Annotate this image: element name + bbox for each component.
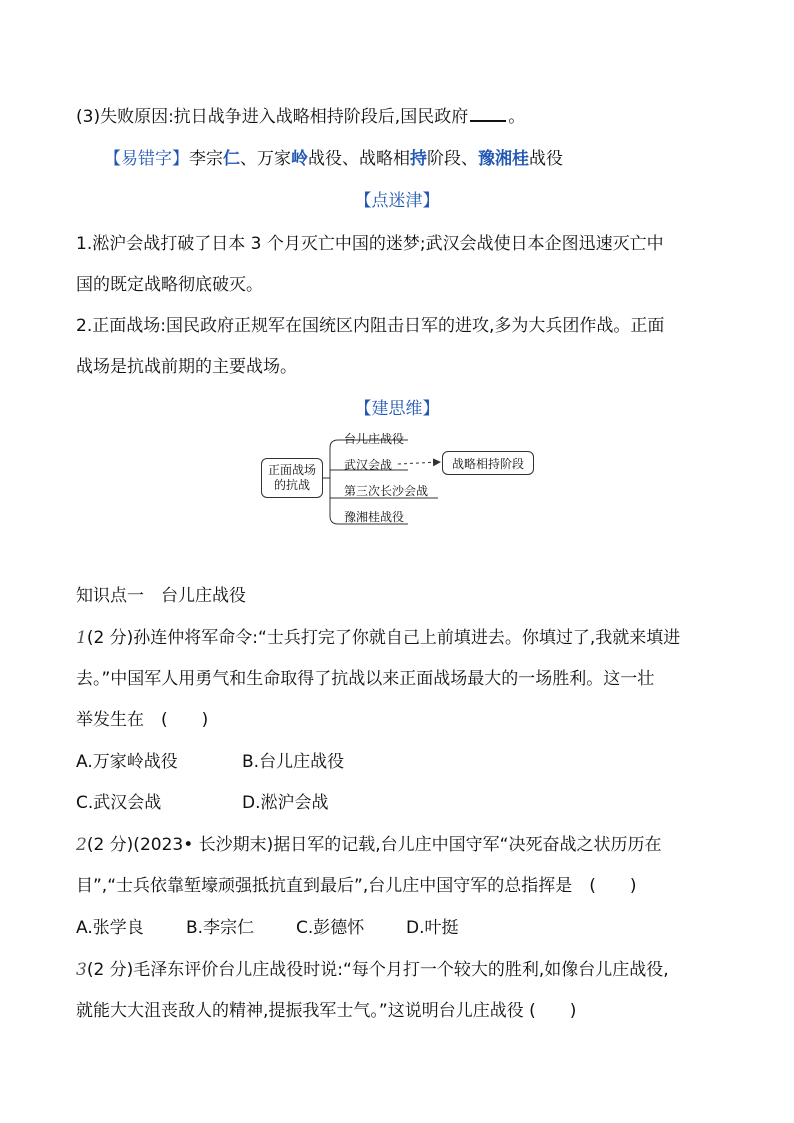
option-a[interactable]: A.万家岭战役: [76, 752, 178, 772]
question-number: 2: [76, 835, 87, 855]
option-a[interactable]: A.张学良: [76, 918, 144, 938]
option-d[interactable]: D.淞沪会战: [242, 793, 329, 813]
q2-line2: 目”,“士兵依靠堑壕顽强抵抗直到最后”,台儿庄中国守军的总指挥是 ( ): [76, 876, 637, 896]
mind-map-root: 正面战场 的抗战: [261, 458, 323, 498]
typo-highlight: 仁: [223, 149, 240, 169]
option-c[interactable]: C.彭德怀: [296, 918, 365, 938]
jiansiwei-heading: 【建思维】: [354, 399, 440, 419]
dianmijin-p2-line2: 战场是抗战前期的主要战场。: [76, 357, 297, 377]
mind-map-item: 武汉会战: [344, 458, 393, 472]
failure-reason-text: (3)失败原因:抗日战争进入战略相持阶段后,国民政府: [76, 107, 469, 127]
dashed-arrow: [398, 462, 440, 464]
mind-map-target: 战略相持阶段: [442, 451, 534, 475]
typo-label: 【易错字】: [104, 149, 189, 169]
q1-options-row1: [76, 752, 344, 772]
dianmijin-p1-line1: 1.淞沪会战打破了日本 3 个月灭亡中国的迷梦;武汉会战使日本企图迅速灭亡中: [76, 234, 664, 254]
q1-line1: 1(2 分)孙连仲将军命令:“士兵打完了你就自己上前填进去。你填过了,我就来填进: [76, 628, 681, 648]
typo-highlight: 豫湘桂: [478, 149, 529, 169]
q1-line3: 举发生在 ( ): [76, 710, 209, 730]
option-c[interactable]: C.武汉会战: [76, 793, 162, 813]
q3-line2: 就能大大沮丧敌人的精神,提振我军士气。”这说明台儿庄战役 ( ): [76, 1001, 577, 1021]
question-number: 1: [76, 628, 87, 648]
q2-options: [76, 918, 459, 938]
typo-highlight: 岭: [291, 149, 308, 169]
mind-map-item: 台儿庄战役: [344, 432, 405, 446]
q2-line1: 2(2 分)(2023• 长沙期末)据日军的记载,台儿庄中国守军“决死奋战之状历历在: [76, 835, 662, 855]
q1-line2: 去。”中国军人用勇气和生命取得了抗战以来正面战场最大的一场胜利。这一壮: [76, 669, 655, 689]
typo-highlight: 持: [410, 149, 427, 169]
q1-options-row2: [76, 793, 329, 813]
typo-note-line: 【易错字】李宗仁、万家岭战役、战略相持阶段、豫湘桂战役: [104, 149, 563, 169]
option-b[interactable]: B.李宗仁: [186, 918, 255, 938]
option-d[interactable]: D.叶挺: [406, 918, 459, 938]
option-b[interactable]: B.台儿庄战役: [242, 752, 345, 772]
dianmijin-heading: 【点迷津】: [354, 191, 440, 211]
section-title: 知识点一 台儿庄战役: [76, 586, 246, 606]
dianmijin-p2-line1: 2.正面战场:国民政府正规军在国统区内阻击日军的进攻,多为大兵团作战。正面: [76, 316, 665, 336]
dianmijin-p1-line2: 国的既定战略彻底破灭。: [76, 275, 263, 295]
mind-map-item: 豫湘桂战役: [344, 510, 405, 524]
mind-map-item: 第三次长沙会战: [344, 484, 429, 498]
question-number: 3: [76, 960, 87, 980]
q3-line1: 3(2 分)毛泽东评价台儿庄战役时说:“每个月打一个较大的胜利,如像台儿庄战役,: [76, 960, 669, 980]
failure-reason-line: (3)失败原因:抗日战争进入战略相持阶段后,国民政府 。: [76, 107, 526, 127]
